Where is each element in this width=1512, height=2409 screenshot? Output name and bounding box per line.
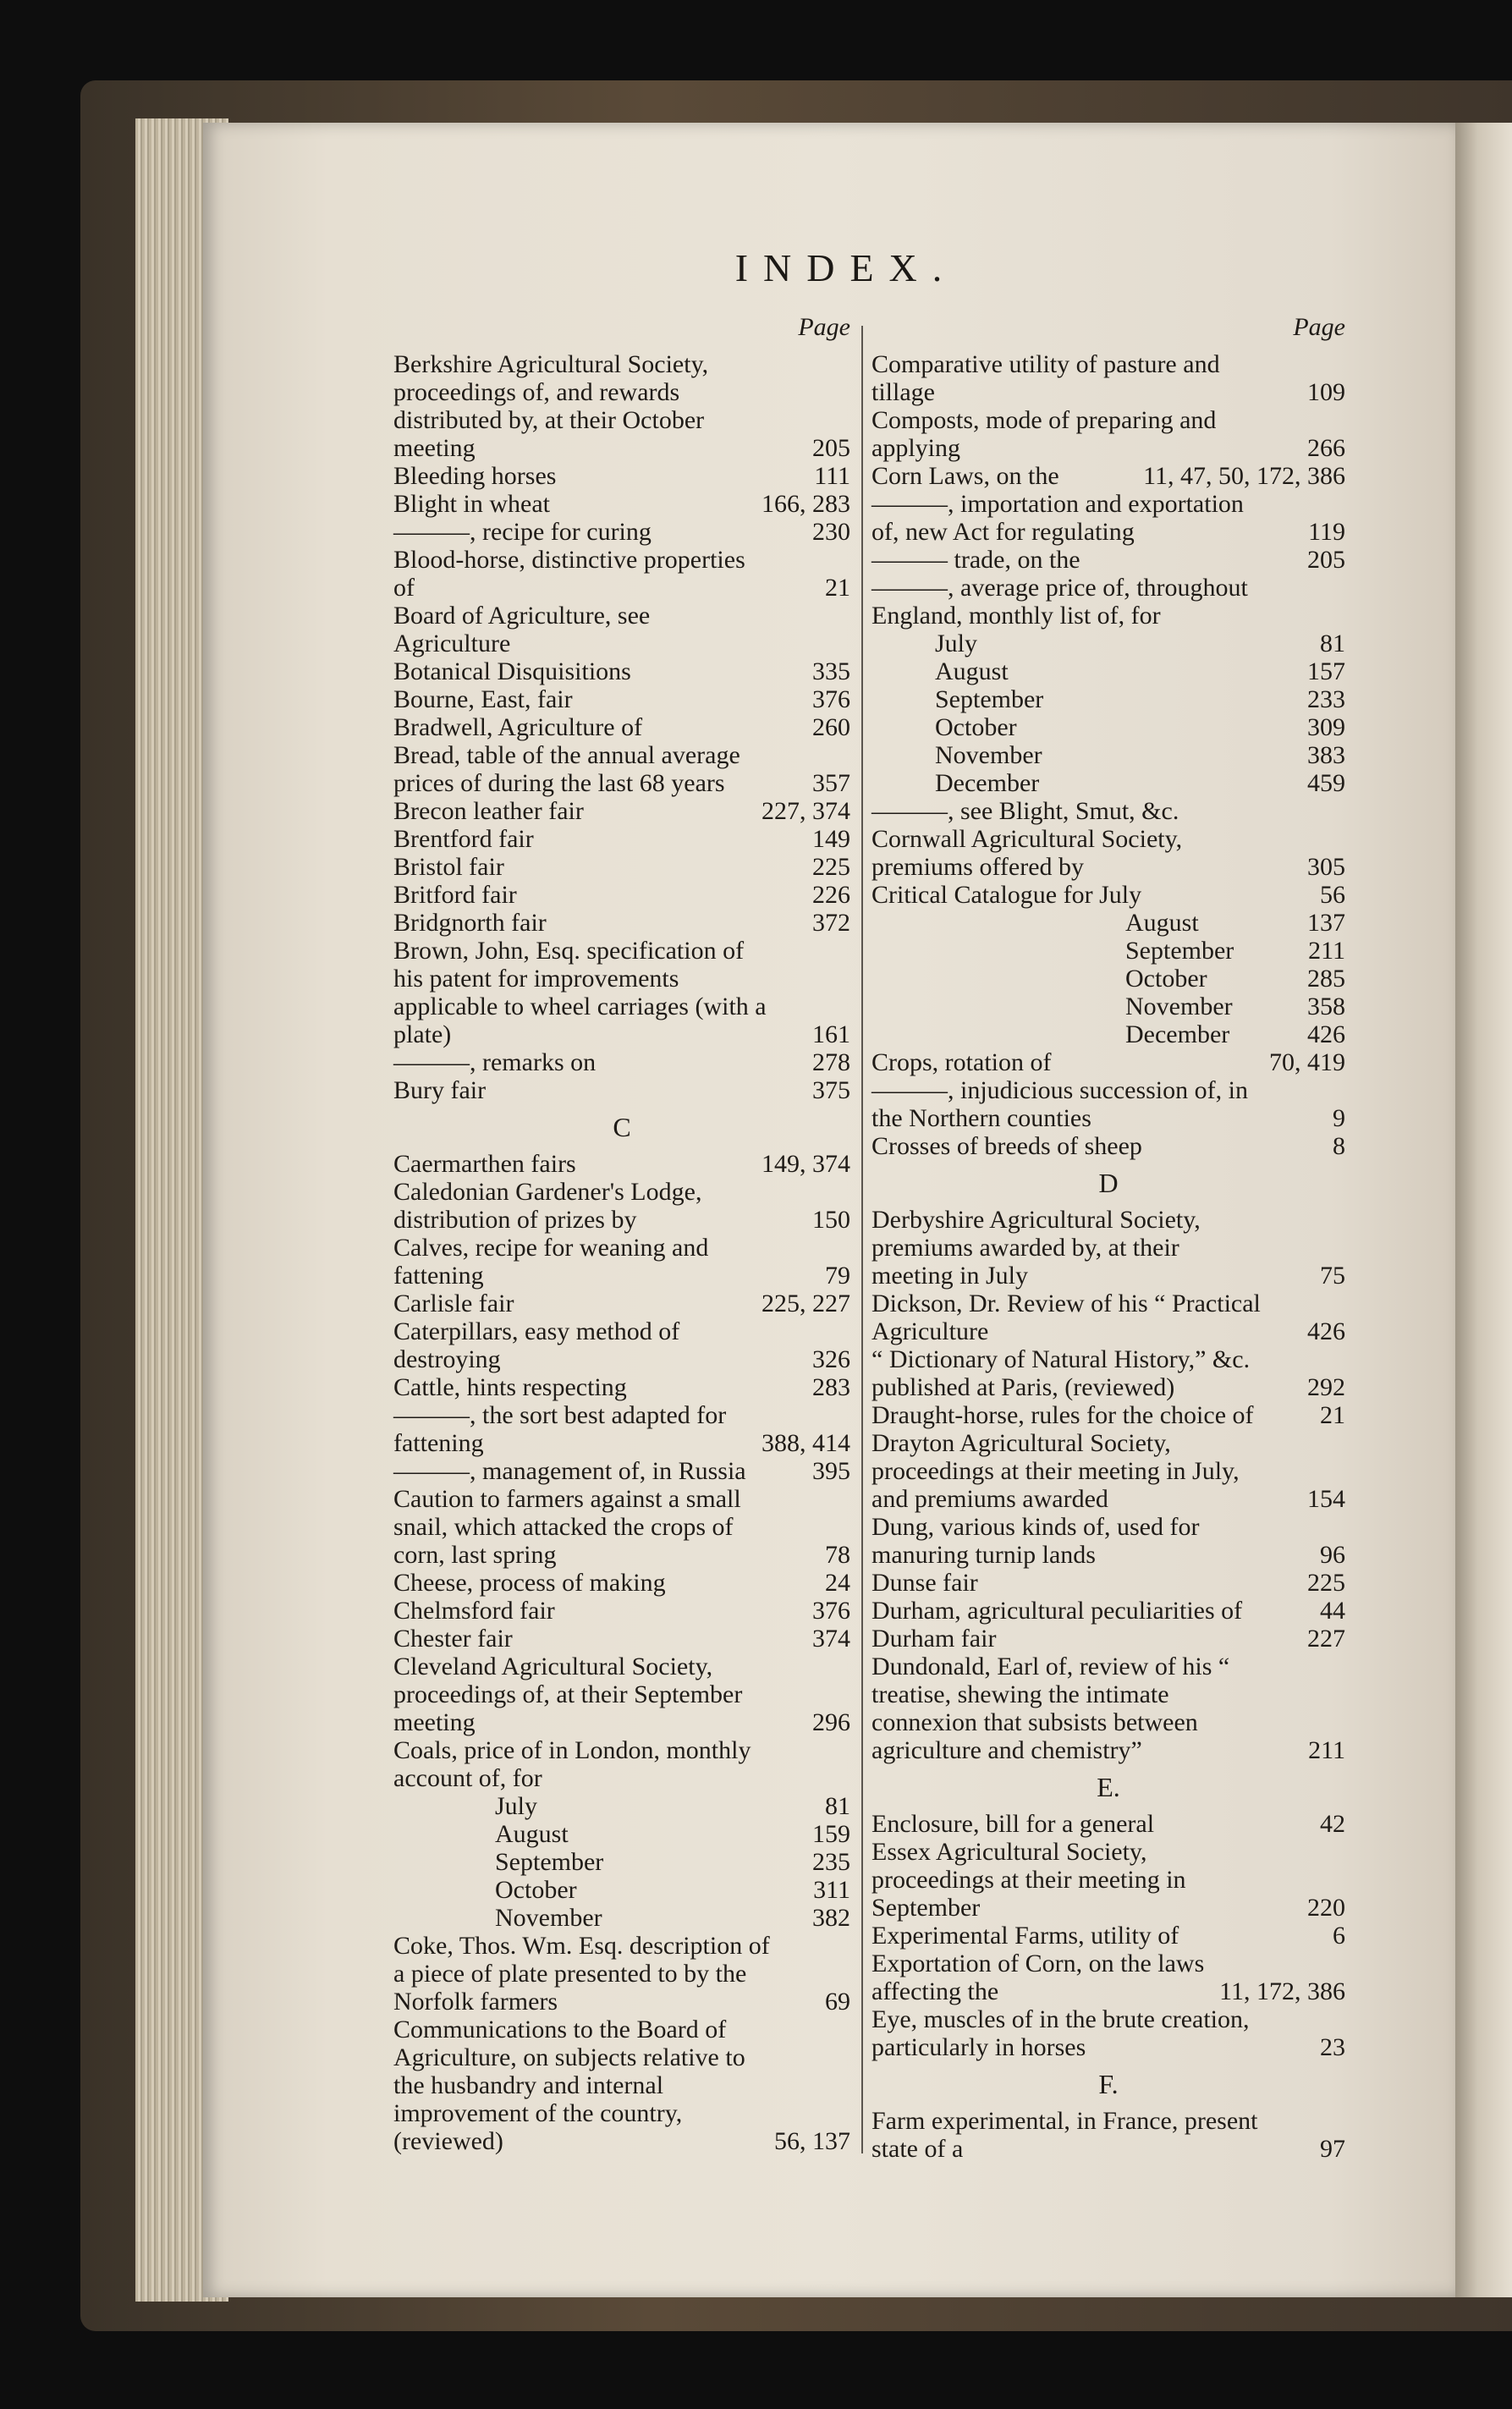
section-letter: C — [613, 1112, 631, 1142]
entry-page-number: 426 — [1307, 1020, 1345, 1048]
entry-page-number: 81 — [1320, 630, 1345, 657]
index-entry — [871, 881, 1345, 909]
index-entry — [871, 797, 1345, 825]
index-entry — [393, 909, 850, 937]
entry-label: Durham, agricultural peculiarities of — [871, 1597, 1243, 1625]
index-entry — [871, 1290, 1345, 1345]
index-entry — [871, 741, 1345, 769]
entry-page-number: 23 — [1320, 2033, 1345, 2061]
entry-label: Brown, John, Esq. specification of his patent for improvements applicable to wheel carriages (with a plate) — [393, 937, 767, 1048]
entry-label: Brecon leather fair — [393, 797, 584, 825]
entry-label: Eye, muscles of in the brute creation, particularly in horses — [871, 2005, 1250, 2061]
entry-page-number: 382 — [812, 1904, 850, 1932]
entry-label: Draught-horse, rules for the choice of — [871, 1401, 1254, 1429]
entry-page-number: 11, 172, 386 — [1219, 1977, 1345, 2005]
entry-label: Berkshire Agricultural Society, proceedings of, and rewards distributed by, at their October meeting — [393, 350, 709, 462]
entry-page-number: 225 — [1307, 1569, 1345, 1597]
entry-label: Coals, price of in London, monthly account of, for — [393, 1736, 751, 1792]
index-entry — [871, 769, 1345, 797]
index-entry — [393, 825, 850, 853]
facing-page-edge — [1455, 123, 1512, 2297]
entry-label: Bread, table of the annual average prices of during the last 68 years — [393, 741, 740, 797]
entry-label: November — [935, 741, 1042, 769]
entry-label: October — [1125, 965, 1207, 993]
entry-label: Bourne, East, fair — [393, 685, 573, 713]
entry-page-number: 383 — [1307, 741, 1345, 769]
index-entry — [871, 909, 1345, 937]
entry-label: September — [1125, 937, 1234, 965]
entry-page-number: 79 — [825, 1262, 850, 1290]
index-entry — [393, 350, 850, 462]
entry-label: Bradwell, Agriculture of — [393, 713, 643, 741]
index-entry — [393, 462, 850, 490]
entry-label: Derbyshire Agricultural Society, premiums awarded by, at their meeting in July — [871, 1206, 1201, 1290]
entry-label: Caterpillars, easy method of destroying — [393, 1317, 680, 1373]
entry-label: “ Dictionary of Natural History,” &c. published at Paris, (reviewed) — [871, 1345, 1251, 1401]
entry-label: September — [495, 1848, 604, 1876]
entry-page-number: 81 — [825, 1792, 850, 1820]
index-entry — [393, 1150, 850, 1178]
entry-label: Crosses of breeds of sheep — [871, 1132, 1142, 1160]
entry-page-number: 260 — [812, 713, 850, 741]
entry-label: Bleeding horses — [393, 462, 557, 490]
index-entry — [871, 965, 1345, 993]
entry-label: September — [935, 685, 1044, 713]
index-entry — [393, 1569, 850, 1597]
entry-page-number: 161 — [812, 1020, 850, 1048]
index-entry — [871, 2005, 1345, 2061]
entry-label: ———, see Blight, Smut, &c. — [871, 797, 1179, 825]
entry-label: ———, injudicious succession of, in the Northern counties — [871, 1076, 1248, 1132]
page-column-header: Page — [798, 313, 850, 341]
section-letter: F. — [1098, 2069, 1119, 2099]
index-entry — [393, 1820, 850, 1848]
entry-page-number: 372 — [812, 909, 850, 937]
entry-label: ———, recipe for curing — [393, 518, 652, 546]
entry-page-number: 426 — [1307, 1317, 1345, 1345]
entry-page-number: 8 — [1333, 1132, 1345, 1160]
index-entry — [393, 657, 850, 685]
entry-page-number: 97 — [1320, 2135, 1345, 2163]
entry-page-number: 283 — [812, 1373, 850, 1401]
entry-label: October — [495, 1876, 577, 1904]
index-entry — [871, 1020, 1345, 1048]
entry-page-number: 375 — [812, 1076, 850, 1104]
entry-page-number: 111 — [814, 462, 850, 490]
entry-label: Experimental Farms, utility of — [871, 1922, 1179, 1950]
entry-page-number: 96 — [1320, 1541, 1345, 1569]
index-entry — [393, 1932, 850, 2016]
index-entry — [871, 685, 1345, 713]
entry-page-number: 292 — [1307, 1373, 1345, 1401]
index-entry — [393, 2016, 850, 2155]
section-letter: E. — [1097, 1772, 1120, 1802]
entry-page-number: 296 — [812, 1708, 850, 1736]
entry-label: Cleveland Agricultural Society, proceedings of, at their September meeting — [393, 1653, 743, 1736]
index-entry — [871, 993, 1345, 1020]
entry-label: November — [1125, 993, 1233, 1020]
index-entry — [393, 490, 850, 518]
index-entry — [871, 1597, 1345, 1625]
index-entry — [871, 1513, 1345, 1569]
index-entry — [871, 825, 1345, 881]
index-entry — [393, 546, 850, 602]
index-entry — [871, 1625, 1345, 1653]
entry-label: ———, management of, in Russia — [393, 1457, 746, 1485]
entry-label: July — [935, 630, 978, 657]
index-entry — [393, 741, 850, 797]
entry-label: Dickson, Dr. Review of his “ Practical Agriculture — [871, 1290, 1261, 1345]
index-entry — [393, 1736, 850, 1792]
entry-page-number: 42 — [1320, 1810, 1345, 1838]
entry-page-number: 154 — [1307, 1485, 1345, 1513]
index-entry — [393, 685, 850, 713]
entry-label: Composts, mode of preparing and applying — [871, 406, 1217, 462]
entry-label: Calves, recipe for weaning and fattening — [393, 1234, 709, 1290]
entry-label: Bristol fair — [393, 853, 504, 881]
entry-page-number: 75 — [1320, 1262, 1345, 1290]
entry-label: ———, the sort best adapted for fattening — [393, 1401, 727, 1457]
index-entry — [871, 1048, 1345, 1076]
entry-page-number: 326 — [812, 1345, 850, 1373]
entry-label: August — [935, 657, 1009, 685]
entry-page-number: 227, 374 — [761, 797, 850, 825]
entry-label: December — [1125, 1020, 1230, 1048]
entry-page-number: 226 — [812, 881, 850, 909]
entry-label: Bridgnorth fair — [393, 909, 547, 937]
index-entry — [393, 1625, 850, 1653]
index-entry — [393, 1904, 850, 1932]
entry-page-number: 149, 374 — [761, 1150, 850, 1178]
index-entry — [871, 1838, 1345, 1922]
index-entry — [393, 1457, 850, 1485]
index-entry — [393, 1178, 850, 1234]
entry-label: Britford fair — [393, 881, 517, 909]
entry-page-number: 266 — [1307, 434, 1345, 462]
entry-label: Enclosure, bill for a general — [871, 1810, 1155, 1838]
entry-label: August — [495, 1820, 569, 1848]
index-entry — [871, 1206, 1345, 1290]
index-entry — [393, 1653, 850, 1736]
entry-label: November — [495, 1904, 602, 1932]
entry-label: Critical Catalogue for July — [871, 881, 1142, 909]
entry-label: Bury fair — [393, 1076, 487, 1104]
entry-label: Brentford fair — [393, 825, 534, 853]
entry-label: August — [1125, 909, 1199, 937]
index-entry — [871, 1345, 1345, 1401]
entry-label: Essex Agricultural Society, proceedings at their meeting in September — [871, 1838, 1186, 1922]
index-entry — [393, 1317, 850, 1373]
entry-label: Board of Agriculture, see Agriculture — [393, 602, 651, 657]
entry-page-number: 109 — [1307, 378, 1345, 406]
index-entry — [871, 1132, 1345, 1160]
entry-page-number: 44 — [1320, 1597, 1345, 1625]
entry-label: Farm experimental, in France, present state of a — [871, 2107, 1258, 2163]
entry-label: Cornwall Agricultural Society, premiums offered by — [871, 825, 1183, 881]
entry-page-number: 233 — [1307, 685, 1345, 713]
entry-page-number: 335 — [812, 657, 850, 685]
entry-page-number: 21 — [825, 574, 850, 602]
entry-page-number: 357 — [812, 769, 850, 797]
entry-page-number: 21 — [1320, 1401, 1345, 1429]
entry-page-number: 69 — [825, 1988, 850, 2016]
index-entry — [871, 1653, 1345, 1764]
entry-label: Corn Laws, on the — [871, 462, 1059, 490]
index-entry — [871, 1076, 1345, 1132]
index-entry — [393, 1290, 850, 1317]
entry-page-number: 230 — [812, 518, 850, 546]
index-entry — [871, 1569, 1345, 1597]
entry-page-number: 278 — [812, 1048, 850, 1076]
index-entry — [393, 1076, 850, 1104]
index-entry — [393, 1373, 850, 1401]
entry-label: Chester fair — [393, 1625, 513, 1653]
entry-page-number: 225, 227 — [761, 1290, 850, 1317]
index-entry — [871, 1950, 1345, 2005]
entry-label: Durham fair — [871, 1625, 997, 1653]
entry-label: Botanical Disquisitions — [393, 657, 631, 685]
entry-label: Caermarthen fairs — [393, 1150, 576, 1178]
index-entry — [871, 713, 1345, 741]
index-entry — [871, 1922, 1345, 1950]
entry-label: ——— trade, on the — [871, 546, 1080, 574]
entry-label: Communications to the Board of Agriculture, on subjects relative to the husbandry and internal improvement of the country, (reviewed) — [393, 2016, 745, 2155]
entry-label: Drayton Agricultural Society, proceedings at their meeting in July, and premiums awarded — [871, 1429, 1240, 1513]
index-entry — [871, 630, 1345, 657]
entry-page-number: 376 — [812, 1597, 850, 1625]
index-entry — [871, 406, 1345, 462]
entry-label: Crops, rotation of — [871, 1048, 1052, 1076]
entry-label: October — [935, 713, 1017, 741]
entry-label: Blight in wheat — [393, 490, 550, 518]
entry-page-number: 227 — [1307, 1625, 1345, 1653]
index-entry — [871, 937, 1345, 965]
entry-page-number: 70, 419 — [1269, 1048, 1345, 1076]
entry-label: Comparative utility of pasture and tillage — [871, 350, 1220, 406]
entry-page-number: 24 — [825, 1569, 850, 1597]
entry-page-number: 150 — [812, 1206, 850, 1234]
entry-page-number: 374 — [812, 1625, 850, 1653]
entry-label: December — [935, 769, 1040, 797]
entry-label: ———, average price of, throughout England, monthly list of, for — [871, 574, 1248, 630]
entry-page-number: 459 — [1307, 769, 1345, 797]
entry-page-number: 11, 47, 50, 172, 386 — [1143, 462, 1345, 490]
entry-page-number: 220 — [1307, 1894, 1345, 1922]
entry-label: ———, remarks on — [393, 1048, 597, 1076]
index-entry — [393, 853, 850, 881]
index-entry — [871, 350, 1345, 406]
index-entry — [393, 518, 850, 546]
entry-label: July — [495, 1792, 538, 1820]
entry-page-number: 235 — [812, 1848, 850, 1876]
index-entry — [393, 881, 850, 909]
index-entry — [393, 1876, 850, 1904]
entry-page-number: 309 — [1307, 713, 1345, 741]
index-entry — [871, 574, 1345, 630]
entry-label: Caledonian Gardener's Lodge, distribution of prizes by — [393, 1178, 702, 1234]
entry-label: Coke, Thos. Wm. Esq. description of a piece of plate presented to by the Norfolk farmers — [393, 1932, 770, 2016]
entry-page-number: 119 — [1308, 518, 1345, 546]
entry-page-number: 285 — [1307, 965, 1345, 993]
entry-label: Exportation of Corn, on the laws affecting the — [871, 1950, 1205, 2005]
entry-page-number: 376 — [812, 685, 850, 713]
index-entry — [393, 1792, 850, 1820]
entry-page-number: 205 — [1307, 546, 1345, 574]
entry-page-number: 6 — [1333, 1922, 1345, 1950]
index-entry — [871, 2107, 1345, 2163]
entry-label: Cheese, process of making — [393, 1569, 666, 1597]
index-entry — [871, 546, 1345, 574]
entry-page-number: 9 — [1333, 1104, 1345, 1132]
entry-label: ———, importation and exportation of, new Act for regulating — [871, 490, 1244, 546]
index-entry — [871, 1401, 1345, 1429]
entry-page-number: 205 — [812, 434, 850, 462]
index-entry — [393, 1597, 850, 1625]
entry-page-number: 56, 137 — [774, 2127, 850, 2155]
column-divider — [861, 326, 863, 2153]
index-entry — [393, 1048, 850, 1076]
entry-page-number: 388, 414 — [761, 1429, 850, 1457]
entry-page-number: 78 — [825, 1541, 850, 1569]
index-entry — [393, 797, 850, 825]
index-entry — [393, 713, 850, 741]
entry-page-number: 166, 283 — [761, 490, 850, 518]
entry-label: Chelmsford fair — [393, 1597, 555, 1625]
page-column-header: Page — [1293, 313, 1345, 341]
index-entry — [393, 1234, 850, 1290]
index-entry — [393, 602, 850, 657]
index-entry — [393, 1848, 850, 1876]
entry-page-number: 358 — [1307, 993, 1345, 1020]
index-entry — [871, 1429, 1345, 1513]
entry-page-number: 149 — [812, 825, 850, 853]
entry-label: Blood-horse, distinctive properties of — [393, 546, 745, 602]
index-column-left — [393, 313, 850, 2155]
entry-label: Dung, various kinds of, used for manuring turnip lands — [871, 1513, 1200, 1569]
entry-page-number: 157 — [1307, 657, 1345, 685]
index-entry — [393, 937, 850, 1048]
entry-page-number: 137 — [1307, 909, 1345, 937]
entry-page-number: 395 — [812, 1457, 850, 1485]
index-entry — [871, 490, 1345, 546]
index-entry — [871, 462, 1345, 490]
entry-page-number: 159 — [812, 1820, 850, 1848]
entry-label: Caution to farmers against a small snail, which attacked the crops of corn, last spring — [393, 1485, 741, 1569]
section-letter: D — [1098, 1168, 1119, 1198]
entry-label: Dunse fair — [871, 1569, 978, 1597]
index-entry — [393, 1485, 850, 1569]
page-title: INDEX. — [734, 246, 958, 289]
entry-page-number: 305 — [1307, 853, 1345, 881]
entry-page-number: 311 — [813, 1876, 850, 1904]
entry-label: Cattle, hints respecting — [393, 1373, 627, 1401]
entry-page-number: 225 — [812, 853, 850, 881]
index-entry — [871, 1810, 1345, 1838]
index-column-right — [871, 313, 1345, 2163]
index-entry — [393, 1401, 850, 1457]
entry-label: Dundonald, Earl of, review of his “ treatise, shewing the intimate connexion that subsists between agriculture and chemistry” — [871, 1653, 1230, 1764]
index-entry — [871, 657, 1345, 685]
entry-page-number: 211 — [1308, 937, 1345, 965]
entry-label: Carlisle fair — [393, 1290, 514, 1317]
entry-page-number: 211 — [1308, 1736, 1345, 1764]
entry-page-number: 56 — [1320, 881, 1345, 909]
